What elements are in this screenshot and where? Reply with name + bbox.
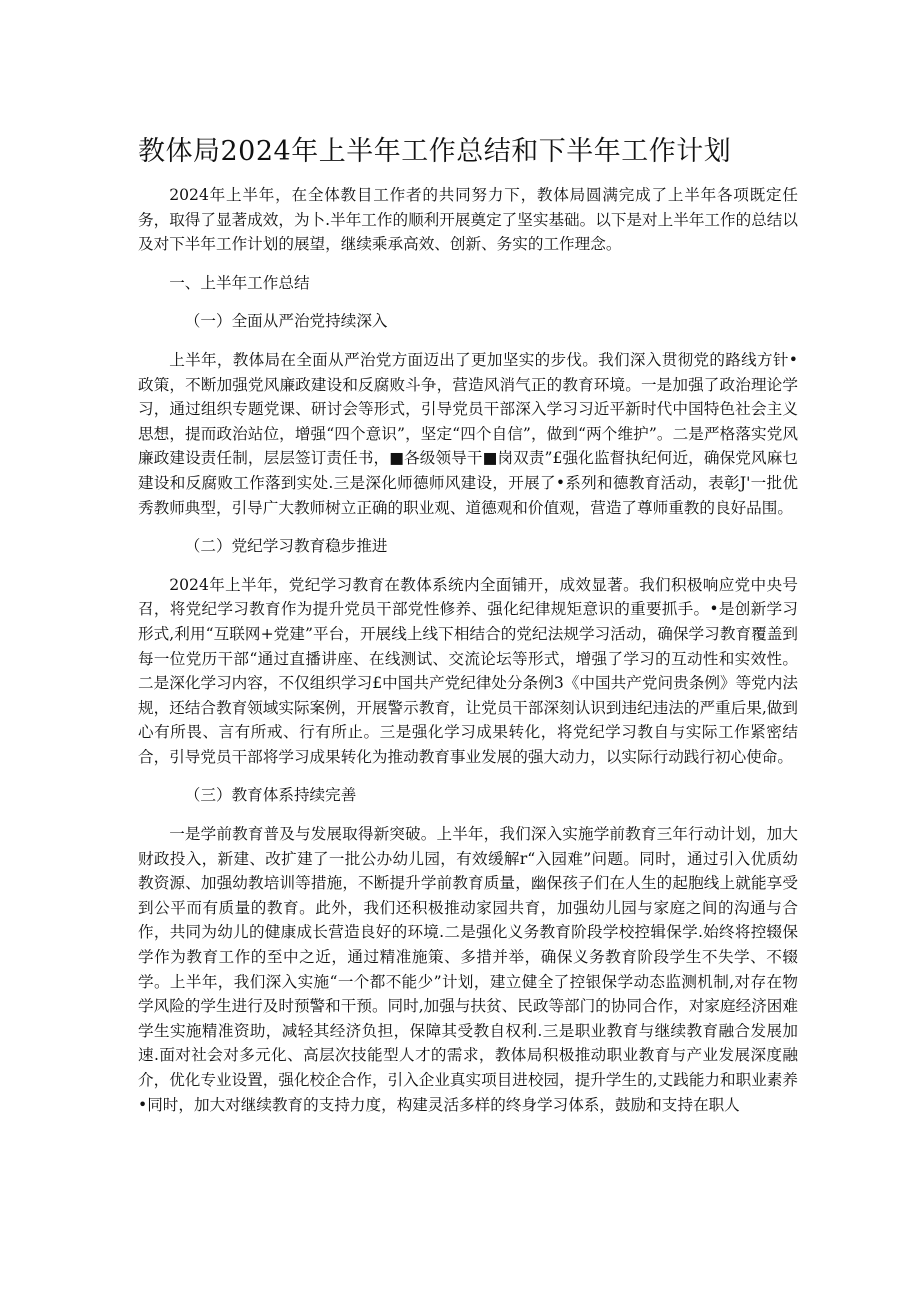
subsection-heading-education-system: （三）教育体系持续完善 [184,786,357,805]
subsection-paragraph-party-discipline: 上半年，教体局在全面从严治党方面迈出了更加坚实的步伐。我们深入贯彻党的路线方针•政策，不断加强党风廉政建设和反腐败斗争，营造风消气正的教育环境。一是加强了政治理论学习，通过组织专题党课、研讨会等形式，引导党员干部深入学习习近平新时代中国特色社会主义思想，提而政治站位，增强“四个意识”，坚定“四个自信”，做到“两个维护”。二是严格落实党风廉政建设责任制，层层签订责任书，■各级领导干■岗双责”£强化监督执纪何近，确保党风麻乜建设和反腐败工作落到实处.三是深化师德师风建设，开展了•系列和德教育活动，表彰J'一批优秀教师典型，引导广大教师树立正确的职业观、道德观和价值观，营造了尊师重教的良好品围。 [138,350,798,517]
document-title: 教体局2024年上半年工作总结和下半年工作计划 [138,136,732,167]
subsection-heading-discipline-education: （二）党纪学习教育稳步推进 [184,537,388,556]
subsection-heading-party-discipline: （一）全面从严治党持续深入 [184,312,388,331]
document-body [138,183,798,1117]
subsection-paragraph-discipline-education: 2024年上半年，党纪学习教育在教体系统内全面铺开，成效显著。我们积极响应党中央号召，将党纪学习教育作为提升党员干部党性修养、强化纪律规矩意识的重要抓手。•是创新学习形式,利用“互联网+党建”平台，开展线上线下相结合的党纪法规学习活动，确保学习教育覆盖到每一位党历干部“通过直播讲座、在线测试、交流论坛等形式，增强了学习的互动性和实效性。二是深化学习内容，不仅组织学习£中国共产党纪律处分条例3《中国共产党问贵条例》等党内法规，还结合教育领域实际案例，开展警示教育，让党员干部深刻认识到违纪违法的严重后果,做到心有所畏、言有所戒、行有所止。三是强化学习成果转化，将党纪学习教自与实际工作紧密结合，引导党员干部将学习成果转化为推动教育事业发展的强大动力，以实际行动践行初心使命。 [138,575,798,766]
section-heading-summary: 一、上半年工作总结 [169,273,310,292]
subsection-paragraph-education-system: 一是学前教育普及与发展取得新突破。上半年，我们深入实施学前教育三年行动计划，加大财政投入，新建、改扩建了一批公办幼儿园，有效缓解r“入园难”问题。同时，通过引入优质幼教资源、加强幼教培训等措施，不断提升学前教育质量，幽保孩子们在人生的起胞线上就能享受到公平而有质量的教育。此外，我们还积极推动家园共育，加强幼儿园与家庭之间的沟通与合作，共同为幼儿的健康成长营造良好的环境.二是强化义务教育阶段学校控辑保学.始终将控辍保学作为教育工作的至中之近，通过精准施策、多措并举，确保义务教育阶段学生不失学、不辍学。上半年，我们深入实施“一个都不能少”计划，建立健全了控银保学动态监测机制,对存在物学风险的学生进行及时预警和干预。同时,加强与扶贫、民政等部门的协同合作，对家庭经济困难学生实施精准资助，减轻其经济负担，保障其受教自权利.三是职业教育与继续教育融合发展加速.面对社会对多元化、高层次技能型人才的需求，教体局积极推动职业教育与产业发展深度融介，优化专业设置，强化校企合作，引入企业真实项目进校园，提升学生的,丈践能力和职业素养•同时，加大对继续教育的支持力度，构建灵活多样的终身学习体系，鼓励和支持在职人 [138,825,798,1114]
intro-paragraph: 2024年上半年，在全体教目工作者的共同努力下，教体局圆满完成了上半年各项既定任务，取得了显著成效，为卜.半年工作的顺利开展奠定了坚实基础。以下是对上半年工作的总结以及对下半年工作计划的展望，继续乘承高效、创新、务实的工作理念。 [138,186,798,254]
